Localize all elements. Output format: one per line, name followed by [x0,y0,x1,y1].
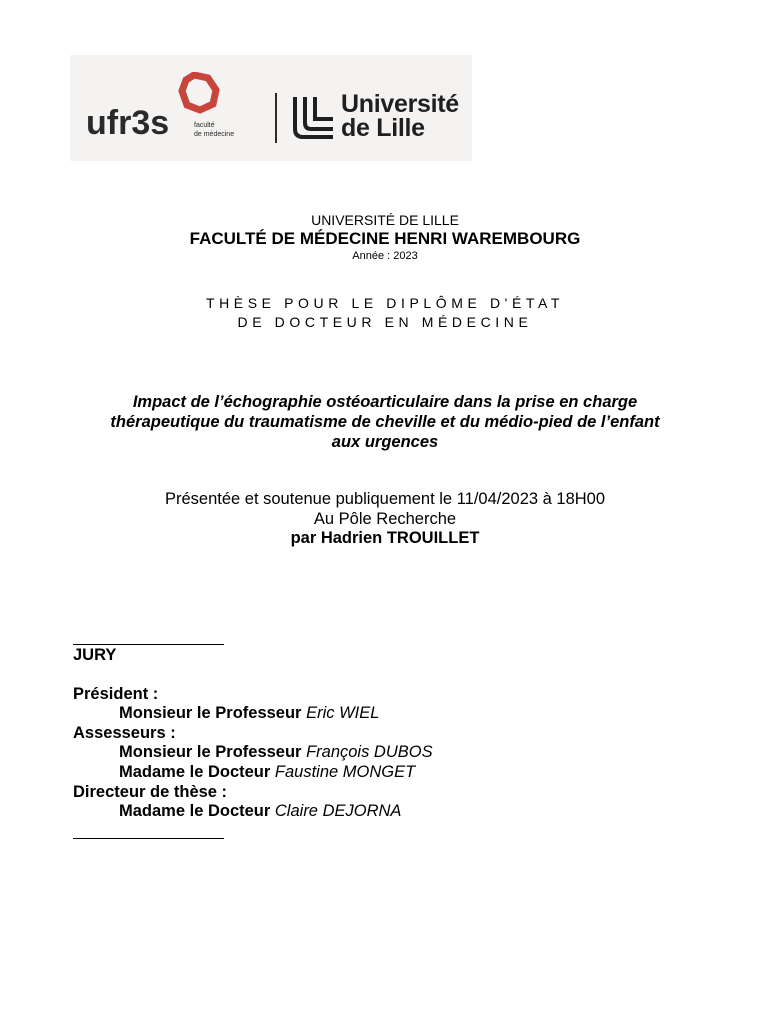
lille-wordmark [341,92,459,140]
assessor2-entry [73,763,433,783]
thesis-title-line1: Impact de l’échographie ostéoarticulaire dans la prise en charge [132,393,638,411]
ufr3s-wordmark: ufr3s [86,104,170,142]
president-label: Président : [73,684,159,703]
jury-heading: JURY [73,646,117,664]
faculty-name: FACULTÉ DE MÉDECINE HENRI WAREMBOURG [189,229,581,248]
assessor2-title: Madame le Docteur [119,762,271,781]
director-name: Claire DEJORNA [274,802,402,821]
president-name: Eric WIEL [306,704,380,723]
ufr3s-heptagon-icon [182,75,216,110]
assessor1-name: François DUBOS [306,743,433,762]
university-name: UNIVERSITÉ DE LILLE [311,212,459,228]
lille-line1: Université [341,90,459,118]
academic-year: Année : 2023 [352,250,418,262]
ufr3s-sub-line1: faculté [194,122,215,129]
ufr3s-logo [86,72,236,144]
thesis-title-line3: aux urgences [331,433,439,451]
presentation-block [0,490,770,549]
thesis-type-line2: DE DOCTEUR EN MÉDECINE [237,314,533,330]
jury-top-rule [73,644,224,645]
lille-mark-icon [291,95,335,139]
presentation-author: par Hadrien TROUILLET [290,529,480,547]
president-entry [73,704,433,724]
presentation-location: Au Pôle Recherche [313,509,457,528]
lille-line2: de Lille [341,114,425,142]
thesis-title-line2: thérapeutique du traumatisme de cheville et du médio-pied de l’enfant [110,413,660,431]
presentation-date: Présentée et soutenue publiquement le 11/04/2023 à 18H00 [164,490,606,508]
ufr3s-sub-line2: de médecine [194,131,235,138]
jury-bottom-rule [73,838,224,839]
president-title: Monsieur le Professeur [119,704,302,723]
director-label: Directeur de thèse : [73,782,228,801]
director-title: Madame le Docteur [119,802,271,821]
assessor1-entry [73,743,433,763]
assessors-label: Assesseurs : [73,723,176,742]
jury-block [73,646,433,822]
logo-divider [275,93,277,143]
director-entry [73,802,433,822]
assessor2-name: Faustine MONGET [274,762,416,781]
thesis-type-line1: THÈSE POUR LE DIPLÔME D'ÉTAT [205,295,565,311]
thesis-title [78,392,692,452]
assessor1-title: Monsieur le Professeur [119,743,302,762]
